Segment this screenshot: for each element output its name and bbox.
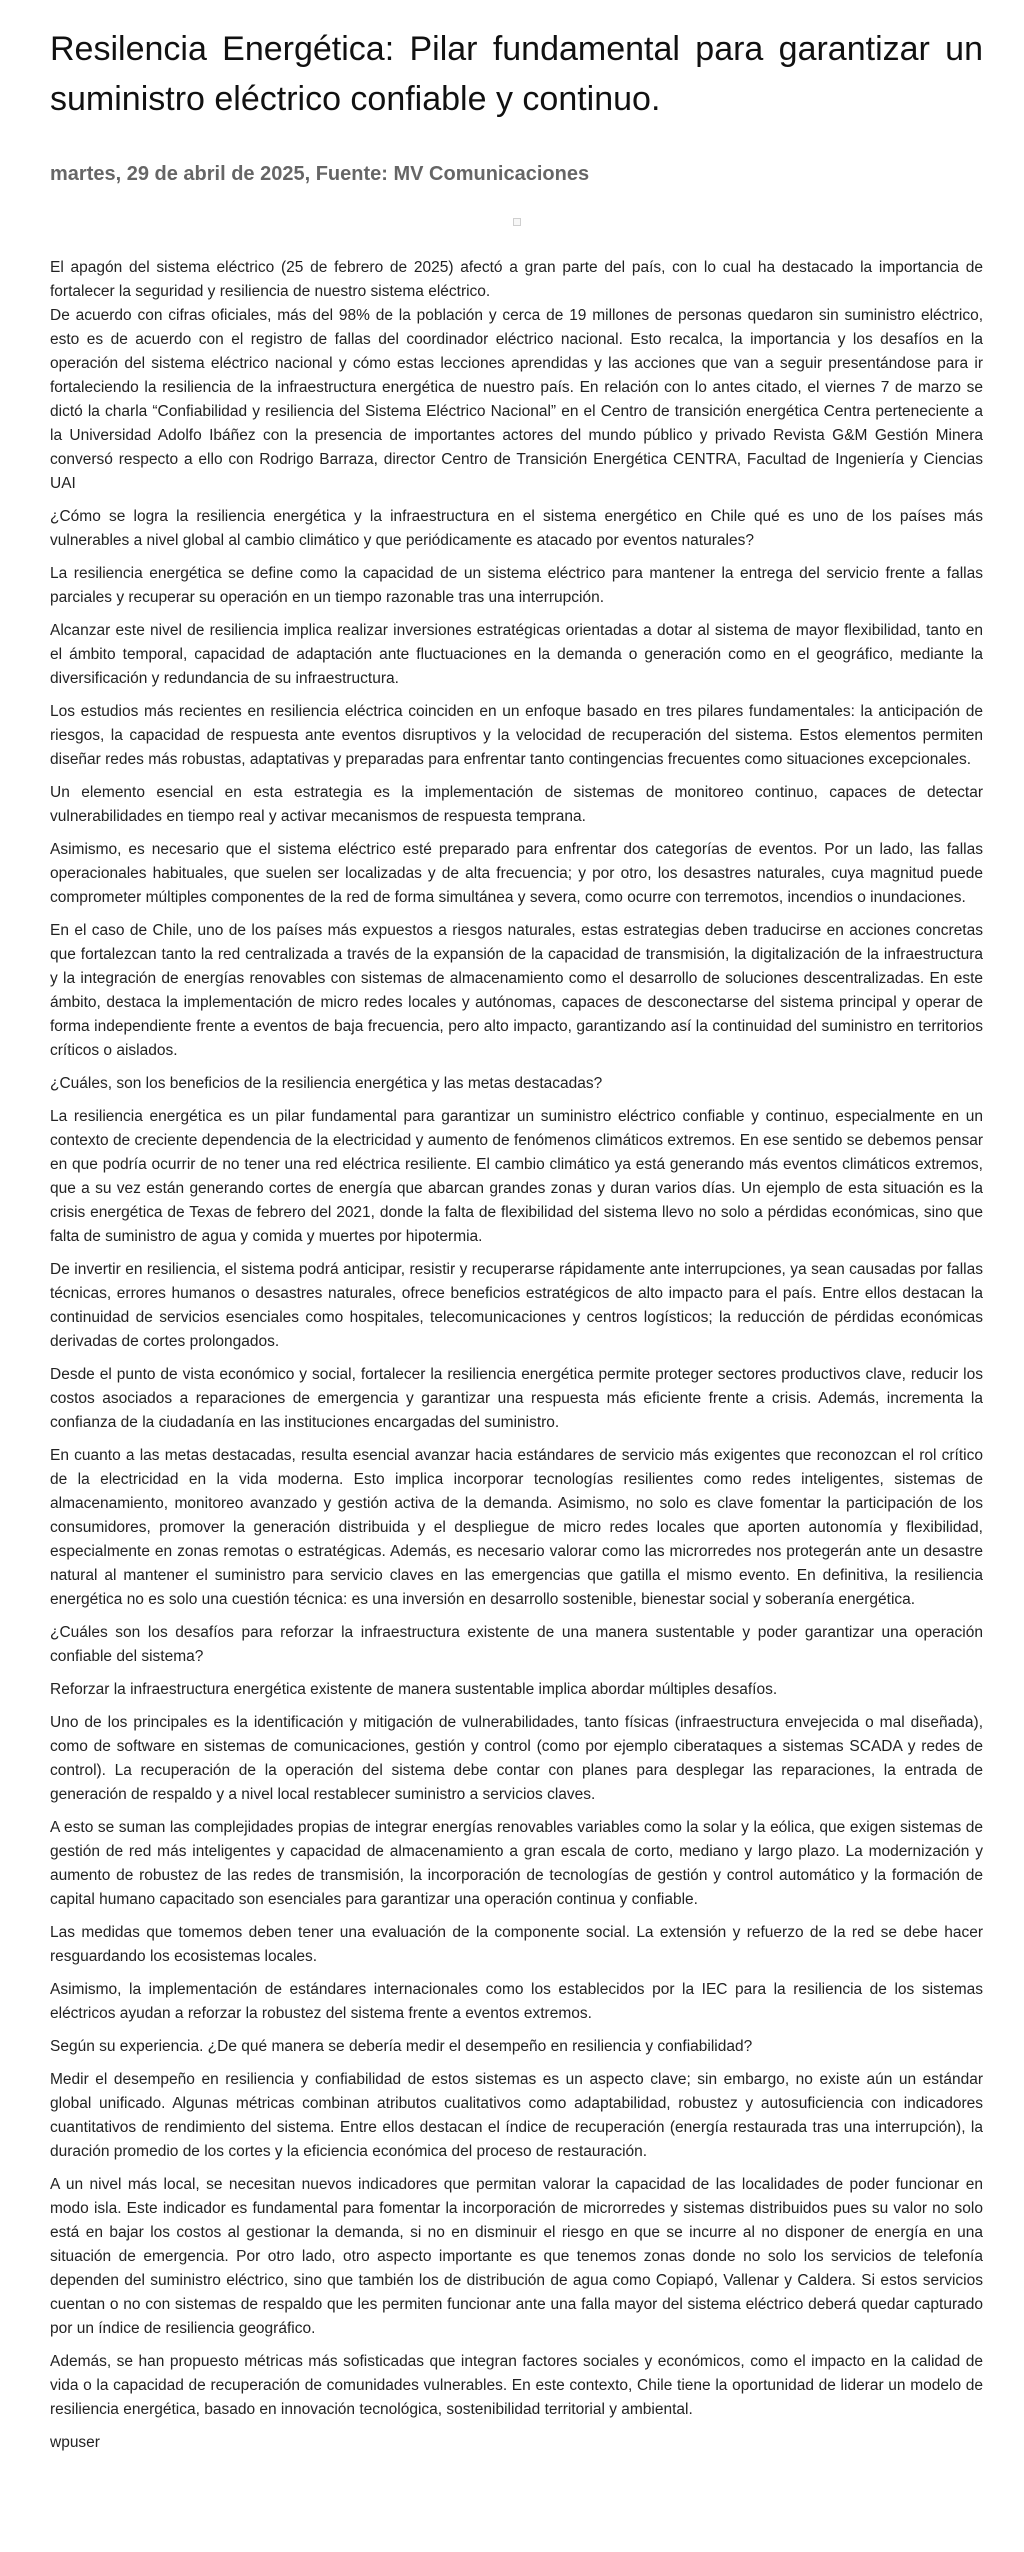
article-body	[50, 256, 983, 2422]
paragraph: De invertir en resiliencia, el sistema podrá anticipar, resistir y recuperarse rápidamente ante interrupciones, ya sean causadas por fallas técnicas, errores humanos o desastres naturales, ofrece beneficios estratégicos de alto impacto para el país. Entre ellos destacan la continuidad de servicios esenciales como hospitales, telecomunicaciones y centros logísticos; la reducción de pérdidas económicas derivadas de cortes prolongados.	[50, 1261, 983, 1350]
paragraph: Un elemento esencial en esta estrategia es la implementación de sistemas de monitoreo continuo, capaces de detectar vulnerabilidades en tiempo real y activar mecanismos de respuesta temprana.	[50, 784, 983, 825]
paragraph: Reforzar la infraestructura energética existente de manera sustentable implica abordar múltiples desafíos.	[50, 1681, 778, 1698]
paragraph: Desde el punto de vista económico y social, fortalecer la resiliencia energética permite proteger sectores productivos clave, reducir los costos asociados a reparaciones de emergencia y garantizar una respuesta más eficiente frente a crisis. Además, incrementa la confianza de la ciudadanía en las instituciones encargadas del suministro.	[50, 1366, 983, 1431]
question-heading: ¿Cómo se logra la resiliencia energética y la infraestructura en el sistema energético en Chile qué es uno de los países más vulnerables a nivel global al cambio climático y que periódicamente es atacado por eventos naturales?	[50, 508, 983, 549]
paragraph: Medir el desempeño en resiliencia y confiabilidad de estos sistemas es un aspecto clave; sin embargo, no existe aún un estándar global unificado. Algunas métricas combinan atributos cualitativos como adaptabilidad, robustez y autosuficiencia con indicadores cuantitativos de rendimiento del sistema. Entre ellos destacan el índice de recuperación (energía restaurada tras una interrupción), la duración promedio de los cortes y la eficiencia económica del proceso de restauración.	[50, 2071, 983, 2160]
article-image-icon	[513, 218, 521, 226]
paragraph: El apagón del sistema eléctrico (25 de febrero de 2025) afectó a gran parte del país, con lo cual ha destacado la importancia de fortalecer la seguridad y resiliencia de nuestro sistema eléctrico.	[50, 259, 983, 300]
paragraph: A un nivel más local, se necesitan nuevos indicadores que permitan valorar la capacidad de las localidades de poder funcionar en modo isla. Este indicador es fundamental para fomentar la incorporación de microrredes y sistemas distribuidos pues su valor no solo está en bajar los costos al gestionar la demanda, si no en disminuir el riesgo en que se incurre al no disponer de energía en una situación de emergencia. Por otro lado, otro aspecto importante es que tenemos zonas donde no solo los servicios de telefonía dependen del suministro eléctrico, sino que también los de distribución de agua como Copiapó, Vallenar y Caldera. Si estos servicios cuentan o no con sistemas de respaldo que les permiten funcionar ante una falla mayor del sistema eléctrico deberá quedar capturado por un índice de resiliencia geográfico.	[50, 2176, 983, 2337]
paragraph: Las medidas que tomemos deben tener una evaluación de la componente social. La extensión y refuerzo de la red se debe hacer resguardando los ecosistemas locales.	[50, 1924, 983, 1965]
article-title: Resilencia Energética: Pilar fundamental para garantizar un suministro eléctrico confiable y continuo.	[50, 30, 983, 118]
question-heading: Según su experiencia. ¿De qué manera se debería medir el desempeño en resiliencia y confiabilidad?	[50, 2038, 753, 2055]
question-heading: ¿Cuáles son los desafíos para reforzar la infraestructura existente de una manera sustentable y poder garantizar una operación confiable del sistema?	[50, 1624, 983, 1665]
author-name[interactable]: wpuser	[50, 2434, 100, 2451]
paragraph: La resiliencia energética es un pilar fundamental para garantizar un suministro eléctrico confiable y continuo, especialmente en un contexto de creciente dependencia de la electricidad y aumento de fenómenos climáticos extremos. En ese sentido se debemos pensar en que podría ocurrir de no tener una red eléctrica resiliente. El cambio climático ya está generando más eventos climáticos extremos, que a su vez están generando cortes de energía que abarcan grandes zonas y duran varios días. Un ejemplo de esta situación es la crisis energética de Texas de febrero del 2021, donde la falta de flexibilidad del sistema llevo no solo a pérdidas económicas, sino que falta de suministro de agua y comida y muertes por hipotermia.	[50, 1108, 983, 1245]
paragraph: Además, se han propuesto métricas más sofisticadas que integran factores sociales y económicos, como el impacto en la calidad de vida o la capacidad de recuperación de comunidades vulnerables. En este contexto, Chile tiene la oportunidad de liderar un modelo de resiliencia energética, basado en innovación tecnológica, sostenibilidad territorial y ambiental.	[50, 2353, 983, 2418]
paragraph: Los estudios más recientes en resiliencia eléctrica coinciden en un enfoque basado en tres pilares fundamentales: la anticipación de riesgos, la capacidad de respuesta ante eventos disruptivos y la velocidad de recuperación del sistema. Estos elementos permiten diseñar redes más robustas, adaptativas y preparadas para enfrentar tanto contingencias frecuentes como situaciones excepcionales.	[50, 703, 983, 768]
paragraph: De acuerdo con cifras oficiales, más del 98% de la población y cerca de 19 millones de personas quedaron sin suministro eléctrico, esto es de acuerdo con el registro de fallas del coordinador eléctrico nacional. Esto recalca, la importancia y los desafíos en la operación del sistema eléctrico nacional y cómo estas lecciones aprendidas y las acciones que van a seguir presentándose para ir fortaleciendo la resiliencia de la infraestructura energética de nuestro país. En relación con lo antes citado, el viernes 7 de marzo se dictó la charla “Confiabilidad y resiliencia del Sistema Eléctrico Nacional” en el Centro de transición energética Centra perteneciente a la Universidad Adolfo Ibáñez con la presencia de importantes actores del mundo público y privado Revista G&M Gestión Minera conversó respecto a ello con Rodrigo Barraza, director Centro de Transición Energética CENTRA, Facultad de Ingeniería y Ciencias UAI	[50, 307, 983, 492]
article	[50, 0, 983, 2455]
paragraph: Uno de los principales es la identificación y mitigación de vulnerabilidades, tanto físicas (infraestructura envejecida o mal diseñada), como de software en sistemas de comunicaciones, gestión y control (como por ejemplo ciberataques a sistemas SCADA y redes de control). La recuperación de la operación del sistema debe contar con planes para desplegar las reparaciones, la entrada de generación de respaldo y a nivel local restablecer suministro a servicios claves.	[50, 1714, 983, 1803]
question-heading: ¿Cuáles, son los beneficios de la resiliencia energética y las metas destacadas?	[50, 1075, 603, 1092]
paragraph: A esto se suman las complejidades propias de integrar energías renovables variables como la solar y la eólica, que exigen sistemas de gestión de red más inteligentes y capacidad de almacenamiento a gran escala de corto, mediano y largo plazo. La modernización y aumento de robustez de las redes de transmisión, la incorporación de tecnologías de gestión y control automático y la formación de capital humano capacitado son esenciales para garantizar una operación continua y confiable.	[50, 1819, 983, 1908]
paragraph: En el caso de Chile, uno de los países más expuestos a riesgos naturales, estas estrategias deben traducirse en acciones concretas que fortalezcan tanto la red centralizada a través de la expansión de la capacidad de transmisión, la digitalización de la infraestructura y la integración de energías renovables con sistemas de almacenamiento como el desarrollo de soluciones descentralizadas. En este ámbito, destaca la implementación de micro redes locales y autónomas, capaces de desconectarse del sistema principal y operar de forma independiente frente a eventos de baja frecuencia, pero alto impacto, garantizando así la continuidad del suministro en territorios críticos o aislados.	[50, 922, 983, 1059]
article-date-source: martes, 29 de abril de 2025, Fuente: MV Comunicaciones	[50, 163, 590, 185]
paragraph: La resiliencia energética se define como la capacidad de un sistema eléctrico para mantener la entrega del servicio frente a fallas parciales y recuperar su operación en un tiempo razonable tras una interrupción.	[50, 565, 983, 606]
paragraph: Asimismo, la implementación de estándares internacionales como los establecidos por la IEC para la resiliencia de los sistemas eléctricos ayudan a reforzar la robustez del sistema frente a eventos extremos.	[50, 1981, 983, 2022]
paragraph: Asimismo, es necesario que el sistema eléctrico esté preparado para enfrentar dos categorías de eventos. Por un lado, las fallas operacionales habituales, que suelen ser localizadas y de alta frecuencia; y por otro, los desastres naturales, cuya magnitud puede comprometer múltiples componentes de la red de forma simultánea y severa, como ocurre con terremotos, incendios o inundaciones.	[50, 841, 983, 906]
paragraph: Alcanzar este nivel de resiliencia implica realizar inversiones estratégicas orientadas a dotar al sistema de mayor flexibilidad, tanto en el ámbito temporal, capacidad de adaptación ante fluctuaciones en la demanda o generación como en el geográfico, mediante la diversificación y redundancia de su infraestructura.	[50, 622, 983, 687]
paragraph: En cuanto a las metas destacadas, resulta esencial avanzar hacia estándares de servicio más exigentes que reconozcan el rol crítico de la electricidad en la vida moderna. Esto implica incorporar tecnologías resilientes como redes inteligentes, sistemas de almacenamiento, monitoreo avanzado y gestión activa de la demanda. Asimismo, no solo es clave fomentar la participación de los consumidores, promover la generación distribuida y el despliegue de micro redes locales que aporten autonomía y flexibilidad, especialmente en zonas remotas o estratégicas. Además, es necesario valorar como las microrredes nos protegerán ante un desastre natural al mantener el suministro para servicio claves en las emergencias que gatilla el mismo evento. En definitiva, la resiliencia energética no es solo una cuestión técnica: es una inversión en desarrollo sostenible, bienestar social y soberanía energética.	[50, 1447, 983, 1608]
